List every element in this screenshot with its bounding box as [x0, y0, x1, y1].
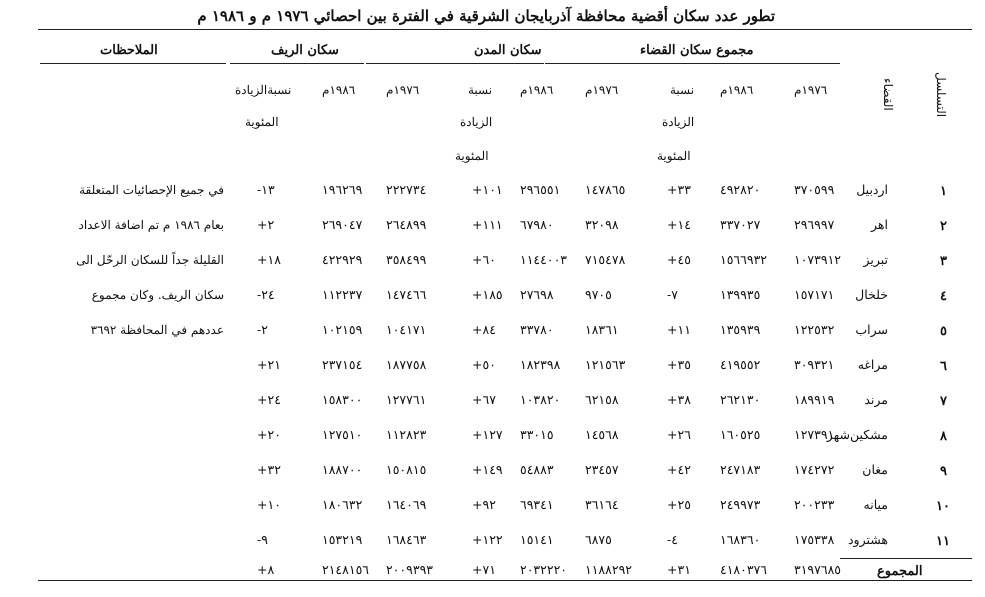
table-cell: -٤ — [667, 532, 678, 547]
table-cell: -٢ — [257, 322, 268, 337]
subheader-total-1976: ١٩٧٦م — [794, 83, 828, 97]
row-district: مغان — [862, 462, 888, 477]
total-cell: ٢٠٠٩٣٩٣ — [386, 562, 433, 577]
table-cell: ٢٩٦٩٩٧ — [794, 217, 835, 232]
total-cell: +٨ — [257, 562, 275, 577]
table-cell: ٦٧٩٨٠ — [520, 217, 554, 232]
table-cell: ٢٣٧١٥٤ — [322, 357, 363, 372]
table-cell: ١٥٧١٧١ — [794, 287, 835, 302]
table-cell: +٤٥ — [667, 252, 691, 267]
table-cell: ١٠٤١٧١ — [386, 322, 427, 337]
table-cell: +١٤٩ — [472, 462, 503, 477]
table-title: تطور عدد سكان أقضية محافظة آذربايجان الشرقية في الفترة بين احصائي ١٩٧٦ م و ١٩٨٦ م — [197, 7, 775, 25]
table-cell: ١٠٢١٥٩ — [322, 322, 363, 337]
table-cell: ١٦٠٥٢٥ — [720, 427, 761, 442]
serial-header: التسلسل — [934, 72, 948, 118]
table-cell: +١٠١ — [472, 182, 503, 197]
total-cell: ٢٠٣٢٢٢٠ — [520, 562, 567, 577]
table-cell: ١٨٢٣٩٨ — [520, 357, 561, 372]
table-cell: +٢٠ — [257, 427, 281, 442]
total-label: المجموع — [877, 564, 923, 579]
note-line: بعام ١٩٨٦ م تم اضافة الاعداد — [78, 218, 224, 232]
table-cell: +٦٧ — [472, 392, 496, 407]
row-serial: ١١ — [936, 534, 950, 549]
table-cell: ٢٧٦٩٨ — [520, 287, 554, 302]
table-cell: +١٠ — [257, 497, 281, 512]
total-row-rule — [840, 558, 972, 559]
table-cell: ٢٩٦٥٥١ — [520, 182, 561, 197]
table-cell: ٥٤٨٨٣ — [520, 462, 554, 477]
table-cell: ١٩٦٢٦٩ — [322, 182, 363, 197]
table-cell: ١١٢٨٢٣ — [386, 427, 427, 442]
table-cell: +٨٤ — [472, 322, 496, 337]
table-cell: ١٢٢٥٣٢ — [794, 322, 835, 337]
table-cell: +٩٢ — [472, 497, 496, 512]
table-cell: ١٥٣٢١٩ — [322, 532, 363, 547]
total-group-rule — [545, 63, 840, 64]
table-cell: ١٠٣٨٢٠ — [520, 392, 561, 407]
subheader-urban-rate-3: المئوية — [455, 149, 489, 163]
table-cell: ١٢٧٧٦١ — [386, 392, 427, 407]
table-cell: ١٨٠٦٣٢ — [322, 497, 363, 512]
table-cell: ٣٣٠١٥ — [520, 427, 554, 442]
table-cell: +١١١ — [472, 217, 503, 232]
table-cell: -١٣ — [257, 182, 275, 197]
row-district: مشكين‌شهر — [826, 427, 888, 442]
table-cell: ٤٢٢٩٢٩ — [322, 252, 363, 267]
subheader-total-rate-3: المئوية — [657, 149, 691, 163]
row-district: خلخال — [855, 287, 888, 302]
group-header-rural: سكان الريف — [271, 43, 339, 58]
row-district: اردبيل — [856, 182, 888, 197]
table-cell: ١٨٣٦١ — [585, 322, 619, 337]
note-line: عددهم في المحافظة ٣٦٩٢ — [90, 323, 224, 337]
table-cell: +٤٢ — [667, 462, 691, 477]
subheader-rural-1976: ١٩٧٦م — [386, 83, 420, 97]
table-cell: ١١٤٤٠٠٣ — [520, 252, 567, 267]
table-cell: ٢٦٢١٣٠ — [720, 392, 761, 407]
table-cell: +١٨ — [257, 252, 281, 267]
table-cell: ٢٠٠٢٣٣ — [794, 497, 835, 512]
subheader-urban-rate-1: نسبة — [468, 83, 493, 97]
table-cell: ٢٦٩٠٤٧ — [322, 217, 363, 232]
table-cell: ١٨٧٧٥٨ — [386, 357, 427, 372]
total-cell: ١١٨٨٢٩٢ — [585, 562, 632, 577]
row-serial: ٦ — [940, 359, 947, 374]
table-cell: ٩٧٠٥ — [585, 287, 612, 302]
table-cell: ١٣٥٩٣٩ — [720, 322, 761, 337]
table-cell: ٣٦١٦٤ — [585, 497, 619, 512]
row-serial: ٩ — [940, 464, 947, 479]
table-cell: +٢٦ — [667, 427, 691, 442]
table-cell: ٢٢٢٧٣٤ — [386, 182, 427, 197]
table-cell: ١٤٧٨٦٥ — [585, 182, 626, 197]
table-cell: +١٨٥ — [472, 287, 503, 302]
table-cell: ١٧٤٢٧٢ — [794, 462, 835, 477]
table-cell: ١٣٩٩٣٥ — [720, 287, 761, 302]
total-cell: +٧١ — [472, 562, 496, 577]
row-serial: ٢ — [940, 219, 947, 234]
row-serial: ٣ — [940, 254, 947, 269]
row-district: مراغه — [857, 357, 888, 372]
table-cell: ٢٣٤٥٧ — [585, 462, 619, 477]
row-serial: ٥ — [940, 324, 947, 339]
table-cell: ١٦٨٤٦٣ — [386, 532, 427, 547]
row-district: ميانه — [863, 497, 888, 512]
subheader-total-rate-2: الزيادة — [662, 115, 695, 129]
table-cell: ٣٠٩٣٢١ — [794, 357, 835, 372]
table-cell: ٣٣٧٨٠ — [520, 322, 554, 337]
row-district: سراب — [855, 322, 888, 337]
row-serial: ٤ — [940, 289, 947, 304]
subheader-rural-1986: ١٩٨٦م — [322, 83, 356, 97]
subheader-total-1986: ١٩٨٦م — [720, 83, 754, 97]
row-district: تبريز — [863, 252, 888, 267]
table-cell: ٦٢١٥٨ — [585, 392, 619, 407]
table-cell: +٦٠ — [472, 252, 496, 267]
table-cell: ٢٤٩٩٧٣ — [720, 497, 761, 512]
notes-group-rule — [40, 63, 226, 64]
total-cell: ٤١٨٠٣٧٦ — [720, 562, 767, 577]
table-cell: ١٥٨٣٠٠ — [322, 392, 363, 407]
table-cell: ١٥١٤١ — [520, 532, 554, 547]
table-cell: ١٧٥٣٣٨ — [794, 532, 835, 547]
top-rule — [38, 29, 972, 30]
table-cell: ٣٥٨٤٩٩ — [386, 252, 427, 267]
subheader-rural-rate-2: المئوية — [245, 115, 279, 129]
table-cell: +١٢٢ — [472, 532, 503, 547]
note-line: سكان الريف. وكان مجموع — [91, 288, 224, 302]
rural-group-rule — [230, 63, 364, 64]
table-cell: ١٤٧٤٦٦ — [386, 287, 427, 302]
table-cell: ١٢٧٣٩١ — [794, 427, 835, 442]
row-serial: ٧ — [940, 394, 947, 409]
table-cell: +٣٥ — [667, 357, 691, 372]
table-cell: +٢٥ — [667, 497, 691, 512]
table-cell: -٢٤ — [257, 287, 275, 302]
table-cell: ١٥٦٦٩٣٢ — [720, 252, 767, 267]
table-cell: +٢١ — [257, 357, 281, 372]
table-cell: ٣٧٠٥٩٩ — [794, 182, 835, 197]
total-cell: ٢١٤٨١٥٦ — [322, 562, 369, 577]
table-cell: ١٦٨٣٦٠ — [720, 532, 761, 547]
table-cell: ٣٢٠٩٨ — [585, 217, 619, 232]
bottom-rule — [38, 580, 972, 581]
subheader-urban-1986: ١٩٨٦م — [520, 83, 554, 97]
table-cell: ٤١٩٥٥٢ — [720, 357, 761, 372]
table-cell: ١٢١٥٦٣ — [585, 357, 626, 372]
table-cell: +١٤ — [667, 217, 691, 232]
row-district: مرند — [864, 392, 888, 407]
row-district: اهر — [871, 217, 888, 232]
table-cell: ٤٩٢٨٢٠ — [720, 182, 761, 197]
table-cell: -٧ — [667, 287, 678, 302]
table-cell: ٢٤٧١٨٣ — [720, 462, 761, 477]
table-cell: +٢ — [257, 217, 275, 232]
table-cell: +٣٨ — [667, 392, 691, 407]
table-cell: +٥٠ — [472, 357, 496, 372]
group-header-notes: الملاحظات — [100, 43, 158, 58]
table-cell: ٣٣٧٠٢٧ — [720, 217, 761, 232]
table-cell: +٣٣ — [667, 182, 691, 197]
total-cell: +٣١ — [667, 562, 691, 577]
table-cell: ١٥٠٨١٥ — [386, 462, 427, 477]
table-cell: ١٨٩٩١٩ — [794, 392, 835, 407]
table-cell: ١٨٨٧٠٠ — [322, 462, 363, 477]
row-serial: ١٠ — [936, 499, 950, 514]
note-line: في جميع الإحصائيات المتعلقة — [79, 183, 224, 197]
table-cell: ١١٢٢٣٧ — [322, 287, 363, 302]
table-cell: -٩ — [257, 532, 268, 547]
total-cell: ٣١٩٧٦٨٥ — [794, 562, 841, 577]
subheader-rural-rate-1: نسبةالزيادة — [235, 83, 292, 97]
subheader-urban-rate-2: الزيادة — [460, 115, 493, 129]
table-cell: ١٢٧٥١٠ — [322, 427, 363, 442]
table-cell: +١١ — [667, 322, 691, 337]
row-district: هشترود — [847, 532, 888, 547]
table-cell: ١٦٤٠٦٩ — [386, 497, 427, 512]
table-cell: ١٠٧٣٩١٢ — [794, 252, 841, 267]
table-cell: +١٢٧ — [472, 427, 503, 442]
table-cell: +٣٢ — [257, 462, 281, 477]
table-cell: ١٤٥٦٨ — [585, 427, 619, 442]
subheader-urban-1976: ١٩٧٦م — [585, 83, 619, 97]
table-cell: +٢٤ — [257, 392, 281, 407]
table-cell: ٧١٥٤٧٨ — [585, 252, 626, 267]
table-cell: ٢٦٤٨٩٩ — [386, 217, 427, 232]
note-line: القليلة جداً للسكان الرحّل الى — [76, 253, 224, 267]
row-serial: ٨ — [940, 429, 947, 444]
group-header-urban: سكان المدن — [474, 43, 542, 58]
district-header: القضاء — [881, 78, 895, 111]
row-serial: ١ — [940, 184, 947, 199]
group-header-total: مجموع سكان القضاء — [640, 43, 754, 58]
table-cell: ٦٨٧٥ — [585, 532, 612, 547]
subheader-total-rate-1: نسبة — [670, 83, 695, 97]
table-cell: ٦٩٣٤١ — [520, 497, 554, 512]
urban-group-rule — [366, 63, 544, 64]
